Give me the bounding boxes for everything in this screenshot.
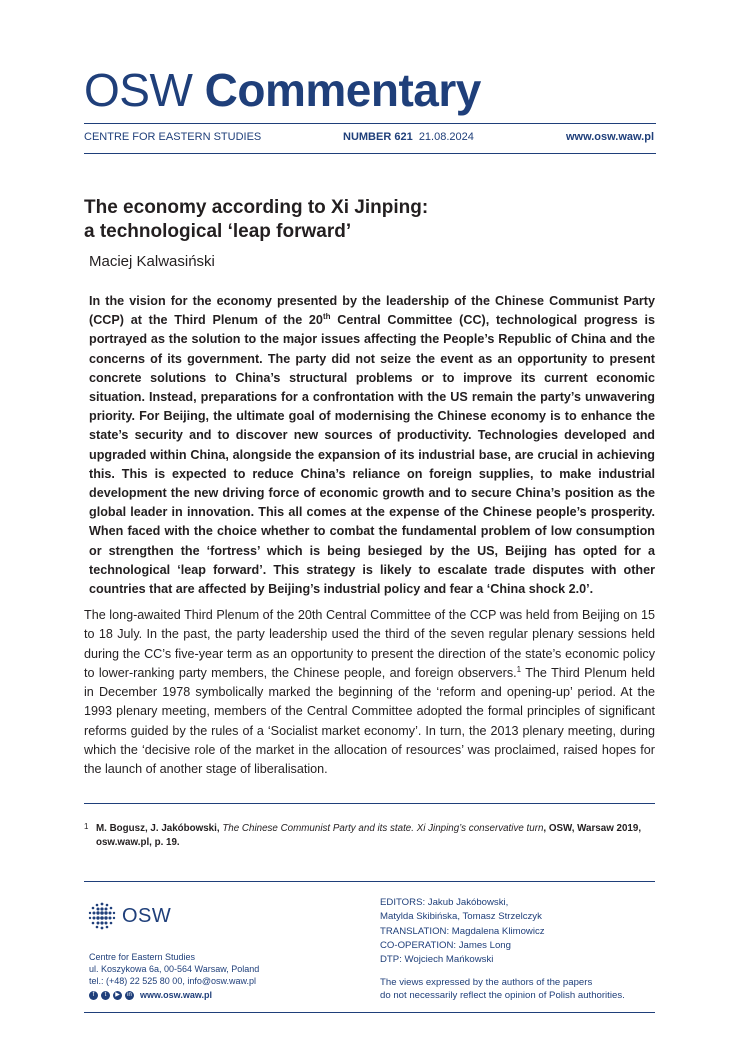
facebook-icon[interactable]: f [89, 991, 98, 1000]
footer-bottom-rule [84, 1012, 655, 1013]
brand-title [84, 62, 481, 118]
abstract-part-2: Central Committee (CC), technological progress is portrayed as the solution to the major issues affecting the People’s Republic of China and the concerns of its government. The party did not seize the event as an opportunity to present concrete solutions to China’s structural problems or to improve its current economic situation. Instead, preparations for a confrontation with the US remain the party’s unwavering priority. For Beijing, the ultimate goal of modernising the Chinese economy is to enhance the state’s security and to discover new sources of productivity. Technologies developed and upgraded within China, alongside the expansion of its industrial base, are crucial in achieving this. This is expected to reduce China’s reliance on foreign supplies, to make industrial development the new driving force of economic growth and to secure China’s position as the global leader in innovation. This all comes at the expense of the Chinese people’s prosperity. When faced with the choice whether to combat the fundamental problem of low consumption or strengthen the ‘fortress’ which is being besieged by the US, Beijing has opted for a technological ‘leap forward’. This strategy is likely to escalate trade disputes with other countries that are affected by Beijing’s industrial policy and fear a ‘China shock 2.0’. [89, 313, 655, 597]
body-paragraph [84, 606, 655, 780]
title-line-1: The economy according to Xi Jinping: [84, 197, 429, 218]
title-line-2: a technological ‘leap forward’ [84, 221, 352, 242]
disclaimer-line-2: do not necessarily reflect the opinion of Polish authorities. [380, 990, 625, 1001]
footnote-authors: M. Bogusz, J. Jakóbowski, [96, 823, 223, 834]
footnote-book-title: The Chinese Communist Party and its state. Xi Jinping’s conservative turn [222, 823, 544, 834]
brand-commentary: Commentary [204, 64, 481, 116]
org-contact[interactable]: tel.: (+48) 22 525 80 00, info@osw.waw.pl [89, 976, 256, 986]
footer-top-rule [84, 881, 655, 882]
article-title [84, 196, 564, 244]
editors-line-1: EDITORS: Jakub Jakóbowski, [380, 897, 509, 908]
issue-number: NUMBER 621 [343, 131, 413, 143]
social-links [89, 989, 259, 1001]
abstract-part-1: In the vision for the economy presented by the leadership of the Chinese Communist Party (CCP) at the Third Plenum of the 20 [89, 294, 655, 328]
osw-logo [86, 900, 171, 932]
org-name: Centre for Eastern Studies [89, 952, 196, 962]
body-part-2: The Third Plenum held in December 1978 symbolically marked the beginning of the ‘reform and opening-up’ period. At the 1993 plenary meeting, members of the Central Committee adopted the formal principles of significant reforms guided by the rules of a ‘Socialist market economy’. In turn, the 2013 plenary meeting, during which the ‘decisive role of the market in the allocation of resources’ was proclaimed, raised hopes for the launch of another stage of liberalisation. [84, 665, 655, 777]
issue-info [343, 131, 474, 143]
contact-block [89, 951, 259, 1001]
author-name: Maciej Kalwasiński [89, 253, 215, 270]
disclaimer-line-1: The views expressed by the authors of the papers [380, 977, 593, 988]
org-address: ul. Koszykowa 6a, 00-564 Warsaw, Poland [89, 964, 260, 974]
editors-line-2: Matylda Skibińska, Tomasz Strzelczyk [380, 911, 542, 923]
footer-website-link[interactable]: www.osw.waw.pl [140, 990, 213, 1000]
abstract [89, 292, 655, 599]
dtp-credit: DTP: Wojciech Mańkowski [380, 954, 494, 966]
disclaimer [380, 976, 625, 1002]
twitter-icon[interactable]: t [101, 991, 110, 1000]
issue-date: 21.08.2024 [418, 131, 474, 143]
footnote-rule [84, 803, 655, 804]
globe-dots-icon [86, 900, 118, 932]
centre-label: CENTRE FOR EASTERN STUDIES [84, 131, 262, 143]
editorial-credits [380, 896, 545, 967]
header-bottom-rule [84, 153, 656, 154]
brand-osw: OSW [84, 64, 193, 116]
youtube-icon[interactable]: ▶ [113, 991, 122, 1000]
body-part-1: The long-awaited Third Plenum of the 20th Central Committee of the CCP was held from Beijing on 15 to 18 July. In the past, the party leadership used the third of the seven regular plenary sessions held during the CC’s five-year term as an opportunity to present the direction of the state’s economic policy to lower-ranking party members, the Chinese people, and foreign observers. [84, 608, 655, 680]
logo-text: OSW [122, 904, 172, 927]
cooperation-credit: CO-OPERATION: James Long [380, 939, 511, 951]
footnote-reference[interactable]: 1 [516, 664, 522, 674]
linkedin-icon[interactable]: in [125, 991, 134, 1000]
abstract-superscript: th [322, 312, 331, 322]
translation-credit: TRANSLATION: Magdalena Klimowicz [380, 925, 545, 937]
header-website-link[interactable]: www.osw.waw.pl [565, 131, 654, 143]
footnote-number: 1 [84, 822, 89, 831]
footnote-publisher: , OSW, Warsaw 2019, osw.waw.pl, p. 19. [96, 823, 642, 848]
footnote [84, 822, 655, 850]
header-top-rule [84, 123, 656, 124]
